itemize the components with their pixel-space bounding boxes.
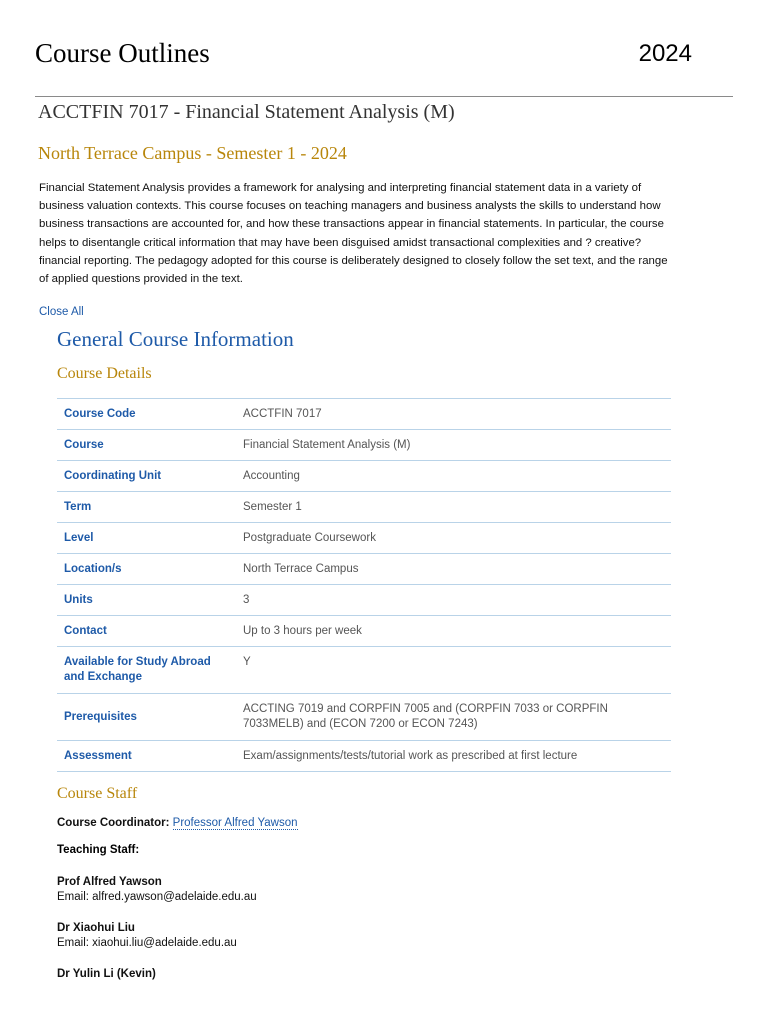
row-label: Level <box>64 531 94 544</box>
row-value: North Terrace Campus <box>243 562 359 575</box>
table-row <box>57 399 671 430</box>
page-title: Course Outlines <box>35 38 210 68</box>
coordinator-label: Course Coordinator: <box>57 817 170 829</box>
row-label: Location/s <box>64 562 122 575</box>
close-all-link[interactable]: Close All <box>39 306 84 318</box>
teaching-staff-label: Teaching Staff: <box>57 844 140 856</box>
row-label: Available for Study Abroad and Exchange <box>64 656 211 683</box>
table-row <box>57 492 671 523</box>
row-label: Assessment <box>64 749 132 762</box>
table-row <box>57 523 671 554</box>
staff-member <box>57 875 257 905</box>
staff-member <box>57 967 156 982</box>
staff-email: Email: xiaohui.liu@adelaide.edu.au <box>57 937 237 949</box>
staff-member <box>57 921 237 951</box>
table-row <box>57 647 671 694</box>
staff-name: Dr Xiaohui Liu <box>57 922 135 934</box>
header-divider <box>35 96 733 97</box>
row-value: Exam/assignments/tests/tutorial work as prescribed at first lecture <box>243 749 578 762</box>
row-value: Accounting <box>243 469 300 482</box>
table-row <box>57 616 671 647</box>
row-value: Up to 3 hours per week <box>243 624 362 637</box>
table-row <box>57 694 671 741</box>
staff-name: Dr Yulin Li (Kevin) <box>57 968 156 980</box>
row-value: ACCTING 7019 and CORPFIN 7005 and (CORPFIN 7033 or CORPFIN 7033MELB) and (ECON 7200 or ECON 7243) <box>243 703 608 730</box>
row-value: ACCTFIN 7017 <box>243 407 322 420</box>
table-row <box>57 430 671 461</box>
course-title: ACCTFIN 7017 - Financial Statement Analysis (M) <box>38 101 455 123</box>
general-course-information-heading[interactable]: General Course Information <box>57 327 294 351</box>
coordinator-link[interactable]: Professor Alfred Yawson <box>172 817 298 829</box>
row-value: Financial Statement Analysis (M) <box>243 438 411 451</box>
course-details-table <box>57 398 671 772</box>
table-row <box>57 585 671 616</box>
course-coordinator-line <box>57 817 298 829</box>
row-label: Prerequisites <box>64 710 137 723</box>
course-details-heading: Course Details <box>57 365 152 382</box>
table-row <box>57 741 671 772</box>
row-label: Units <box>64 593 93 606</box>
table-row <box>57 554 671 585</box>
row-label: Term <box>64 500 92 513</box>
table-row <box>57 461 671 492</box>
row-label: Course <box>64 438 104 451</box>
row-value: Y <box>243 656 251 668</box>
campus-semester-heading: North Terrace Campus - Semester 1 - 2024 <box>38 143 347 163</box>
row-value: Postgraduate Coursework <box>243 531 376 544</box>
row-label: Course Code <box>64 407 136 420</box>
row-label: Contact <box>64 624 107 637</box>
row-label: Coordinating Unit <box>64 469 162 482</box>
row-value: Semester 1 <box>243 500 302 513</box>
row-value: 3 <box>243 593 250 606</box>
year-label: 2024 <box>638 40 692 67</box>
course-description: Financial Statement Analysis provides a framework for analysing and interpreting financial statement data in a variety of business valuation contexts. This course focuses on teaching managers and business analysts the skills to understand how business transactions are accounted for, and how these transactions appear in financial statements. In particular, the course helps to disentangle critical information that may have been disguised amidst transactional complexities and ? creative? financial reporting. The pedagogy adopted for this course is deliberately designed to closely follow the set text, and the range of applied questions provided in the text. <box>39 182 668 286</box>
staff-email: Email: alfred.yawson@adelaide.edu.au <box>57 891 257 903</box>
course-staff-heading: Course Staff <box>57 785 138 802</box>
staff-name: Prof Alfred Yawson <box>57 876 162 888</box>
